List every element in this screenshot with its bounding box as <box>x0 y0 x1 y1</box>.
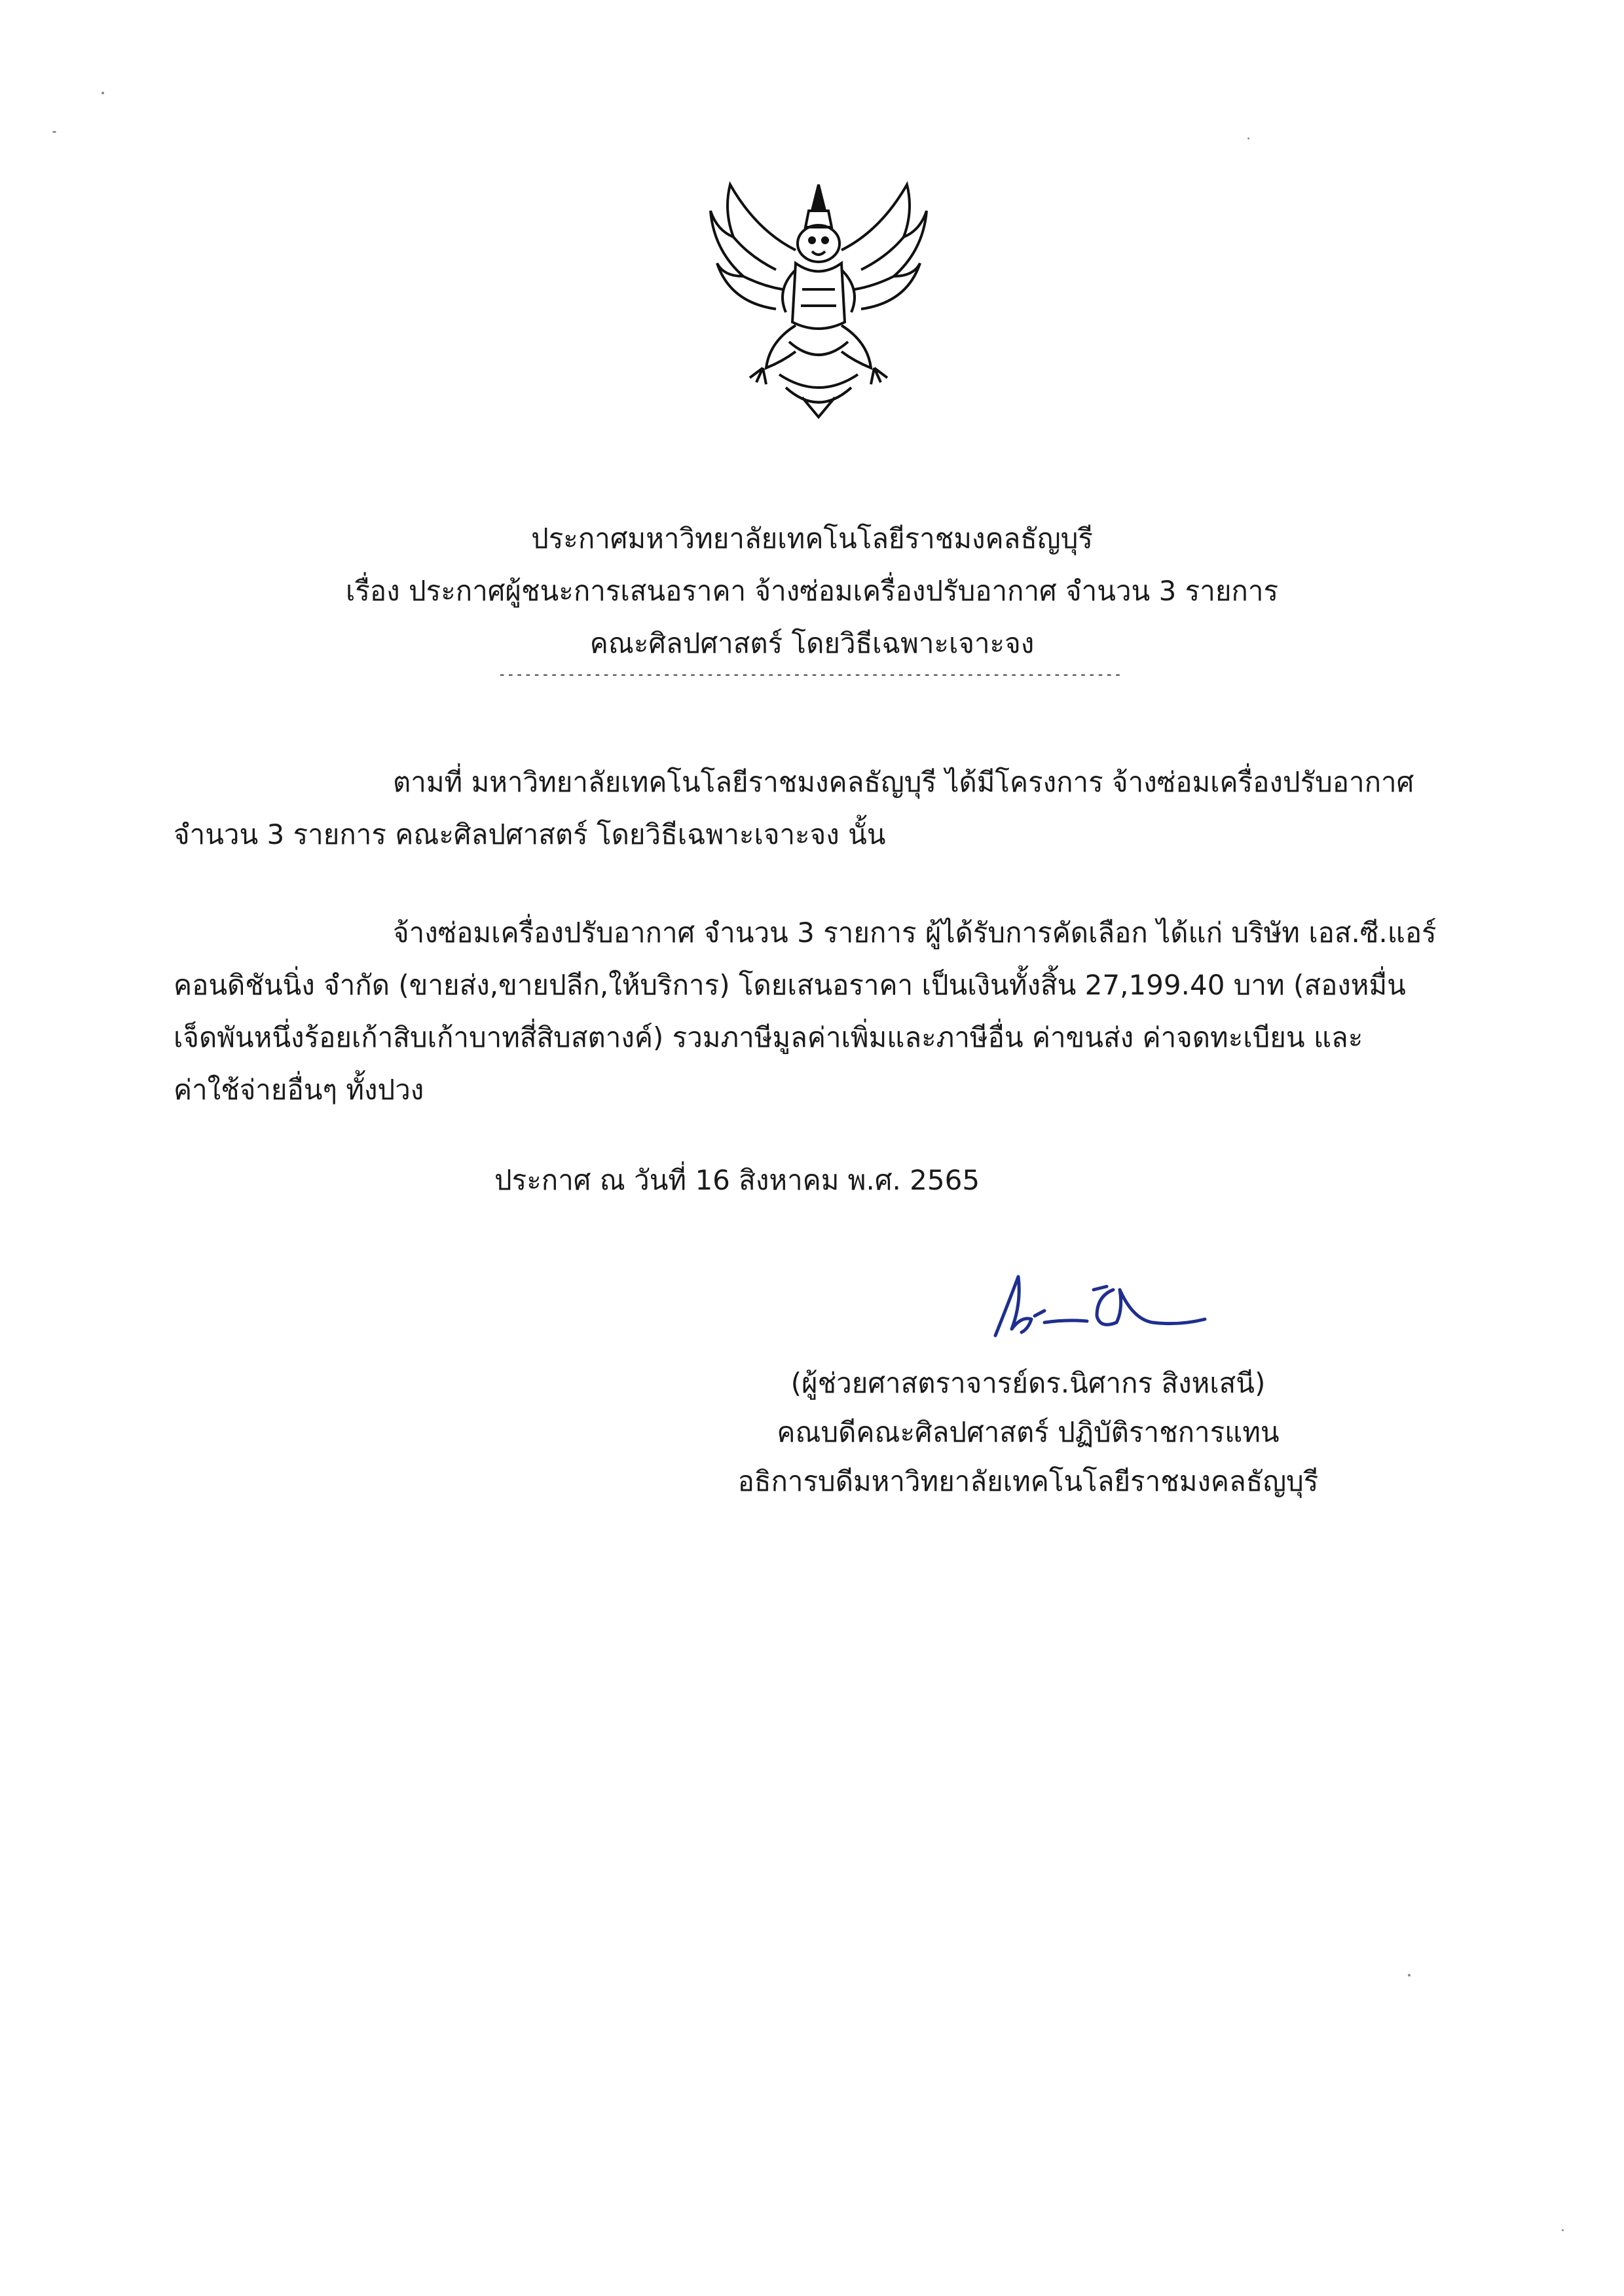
announcement-department: คณะศิลปศาสตร์ โดยวิธีเฉพาะเจาะจง <box>589 627 1035 659</box>
scan-speck <box>1408 1974 1411 1977</box>
signatory-position-1: คณบดีคณะศิลปศาสตร์ ปฏิบัติราชการแทน <box>777 1416 1280 1448</box>
announcement-title: ประกาศมหาวิทยาลัยเทคโนโลยีราชมงคลธัญบุรี <box>531 522 1093 555</box>
announcement-date: ประกาศ ณ วันที่ 16 สิงหาคม พ.ศ. 2565 <box>494 1164 980 1196</box>
paragraph-winner <box>174 907 1444 1116</box>
paragraph-intro-line-1: ตามที่ มหาวิทยาลัยเทคโนโลยีราชมงคลธัญบุรี ได้มีโครงการ จ้างซ่อมเครื่องปรับอากาศ <box>393 766 1414 798</box>
paragraph-intro <box>174 756 1444 861</box>
scan-speck <box>1247 137 1249 139</box>
paragraph-winner-line-1: จ้างซ่อมเครื่องปรับอากาศ จำนวน 3 รายการ ผู้ได้รับการคัดเลือก ได้แก่ บริษัท เอส.ซี.แอร์ <box>393 917 1437 949</box>
handwritten-signature <box>982 1264 1218 1355</box>
signatory-name: (ผู้ช่วยศาสตราจารย์ดร.นิศากร สิงหเสนี) <box>790 1367 1266 1399</box>
paragraph-winner-line-2: คอนดิชันนิ่ง จำกัด (ขายส่ง,ขายปลีก,ให้บริการ) โดยเสนอราคา เป็นเงินทั้งสิ้น 27,199.40 บาท (สองหมื่น <box>174 969 1406 1001</box>
scan-speck <box>1562 2229 1564 2231</box>
paragraph-winner-line-4: ค่าใช้จ่ายอื่นๆ ทั้งปวง <box>174 1074 424 1106</box>
signatory-position-2: อธิการบดีมหาวิทยาลัยเทคโนโลยีราชมงคลธัญบุรี <box>737 1465 1319 1497</box>
scan-speck <box>101 92 104 94</box>
announcement-subject: เรื่อง ประกาศผู้ชนะการเสนอราคา จ้างซ่อมเครื่องปรับอากาศ จำนวน 3 รายการ <box>345 575 1279 607</box>
signatory-block <box>733 1358 1323 1506</box>
paragraph-intro-line-2: จำนวน 3 รายการ คณะศิลปศาสตร์ โดยวิธีเฉพาะเจาะจง นั้น <box>174 818 886 850</box>
garuda-emblem <box>704 172 933 420</box>
header-divider: ------------------------------------------------------------------------ <box>498 666 1122 683</box>
paragraph-winner-line-3: เจ็ดพันหนึ่งร้อยเก้าสิบเก้าบาทสี่สิบสตางค์) รวมภาษีมูลค่าเพิ่มและภาษีอื่น ค่าขนส่ง ค่าจดทะเบียน และ <box>174 1021 1363 1053</box>
scan-speck <box>52 131 56 133</box>
